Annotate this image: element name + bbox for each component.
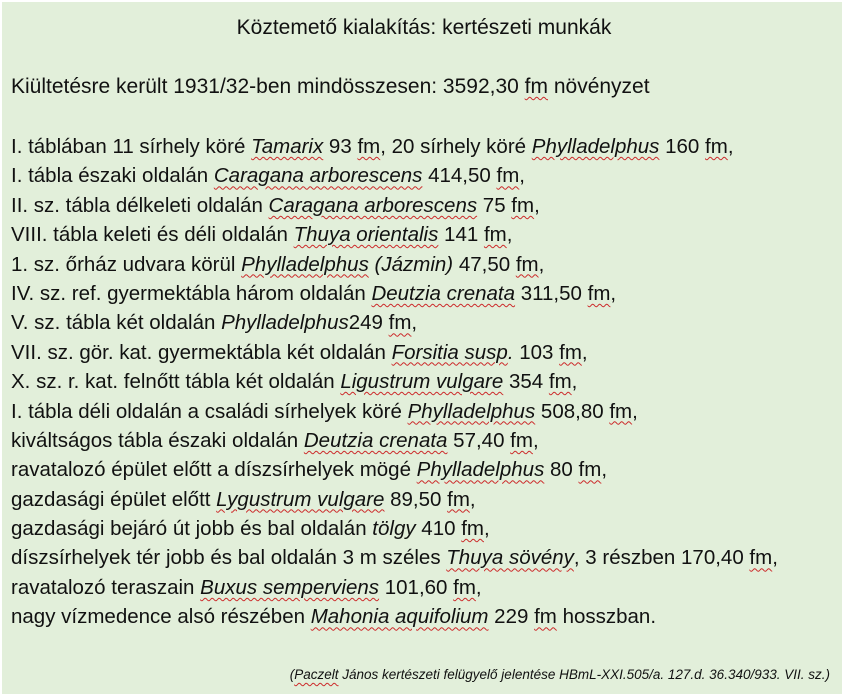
item-text: gazdasági épület előtt (11, 487, 217, 511)
item-text: 249 (348, 311, 389, 335)
item-text: ravatalozó épület előtt a díszsírhelyek mögé (11, 458, 417, 482)
plant-name: Deutzia crenata (303, 428, 448, 452)
item-text: gazdasági bejáró út jobb és bal oldalán (11, 517, 373, 541)
list-item (11, 279, 778, 308)
item-text: ravatalozó teraszain (11, 575, 201, 599)
plant-name: Caragana arborescens (268, 193, 478, 217)
plant-name: Deutzia crenata (371, 281, 516, 305)
item-text: 229 (488, 605, 535, 629)
summary-suffix: növényzet (548, 75, 650, 98)
unit-text: fm (511, 193, 535, 217)
list-item (11, 426, 778, 455)
unit-text: fm (749, 546, 773, 570)
plant-name: Tamarix (251, 135, 324, 158)
item-text: 508,80 (535, 399, 610, 423)
unit-text: fm (609, 399, 633, 423)
item-text: 414,50 (422, 164, 497, 188)
plant-name: Caragana arborescens (213, 164, 423, 188)
plant-name: Phylladelphus (407, 399, 536, 423)
item-text: X. sz. r. kat. felnőtt tábla két oldalán (11, 370, 341, 394)
plant-name: tölgy (372, 517, 416, 541)
item-text: , (475, 575, 482, 599)
plant-name: Phylladelphus (531, 135, 660, 158)
slide-title: Köztemető kialakítás: kertészeti munkák (236, 16, 612, 39)
list-item (11, 455, 778, 484)
item-text: , (506, 223, 513, 247)
summary-unit: fm (524, 75, 548, 98)
item-text: 101,60 (379, 575, 454, 599)
plant-name: Lygustrum vulgare (216, 487, 385, 511)
unit-text: fm (587, 281, 611, 305)
item-text: 410 (415, 517, 462, 541)
plant-name: Ligustrum vulgare (340, 370, 504, 394)
item-text: VIII. tábla keleti és déli oldalán (11, 223, 294, 247)
plant-name: Thuya orientalis (293, 223, 439, 247)
unit-text: fm (548, 370, 572, 394)
item-text: 311,50 (515, 281, 588, 305)
item-text: 80 (544, 458, 579, 482)
item-text: , 3 részben 170,40 (573, 546, 750, 570)
unit-text: fm (496, 164, 520, 188)
unit-text: fm (357, 135, 381, 158)
plant-name: . (507, 340, 514, 364)
list-item (11, 338, 778, 367)
item-text: , (727, 135, 734, 158)
item-text: 89,50 (384, 487, 448, 511)
item-text: 1. sz. őrház udvara körül (11, 252, 242, 276)
item-text: 160 (659, 135, 706, 158)
item-text: I. tábla északi oldalán (11, 164, 214, 188)
source-rest: János kertészeti felügyelő jelentése HBmL-XXI.505/a. 127.d. 36.340/933. VII. sz.) (338, 667, 830, 682)
item-text: , (519, 164, 525, 188)
unit-text: fm (483, 223, 507, 247)
list-item (11, 397, 778, 426)
list-item (11, 308, 778, 337)
item-text: , (532, 428, 539, 452)
list-item (11, 514, 778, 543)
item-text: V. sz. tábla két oldalán (11, 311, 222, 335)
unit-text: fm (559, 340, 582, 364)
plant-name: Phylladelphus (221, 311, 349, 335)
item-text: 354 (503, 370, 549, 394)
item-text: 93 (323, 135, 358, 158)
unit-text: fm (510, 428, 533, 452)
item-text: I. táblában 11 sírhely köré (11, 135, 252, 158)
list-item (11, 485, 778, 514)
unit-text: fm (447, 487, 470, 511)
list-item (11, 220, 778, 249)
item-text: , 20 sírhely köré (380, 135, 532, 158)
unit-text: fm (453, 575, 476, 599)
list-item (11, 161, 778, 190)
item-text: díszsírhelyek tér jobb és bal oldalán 3 m széles (11, 546, 447, 570)
unit-text: fm (534, 605, 557, 629)
unit-text: fm (705, 135, 728, 158)
unit-text: fm (461, 517, 484, 541)
item-text: kiváltságos tábla északi oldalán (11, 428, 304, 452)
list-item (11, 191, 778, 220)
item-text: 47,50 (453, 252, 516, 276)
item-text: , (469, 487, 476, 511)
item-text: , (534, 193, 540, 217)
list-item (11, 132, 778, 161)
list-item (11, 543, 778, 572)
summary-text: Kiültetésre került 1931/32-ben mindösszesen: 3592,30 (11, 75, 525, 98)
item-text: , (772, 546, 778, 570)
item-text: , (610, 281, 617, 305)
plant-name: Phylladelphus (416, 458, 545, 482)
item-text: hosszban. (556, 605, 657, 629)
plant-name: (Jázmin) (368, 252, 454, 276)
item-text: VII. sz. gör. kat. gyermektábla két oldalán (11, 340, 392, 364)
source-open: ( (289, 667, 295, 682)
list-item (11, 367, 778, 396)
source-author: Paczelt (294, 667, 339, 682)
item-text: IV. sz. ref. gyermektábla három oldalán (11, 281, 372, 305)
source-citation (290, 666, 830, 684)
plant-name: Forsitia susp (391, 340, 508, 364)
list-item (11, 573, 778, 602)
item-text: 75 (477, 193, 512, 217)
item-text: 141 (438, 223, 484, 247)
plant-name: Thuya sövény (446, 546, 574, 570)
item-text: I. tábla déli oldalán a családi sírhelyek köré (11, 399, 408, 423)
unit-text: fm (515, 252, 539, 276)
item-text: , (571, 370, 578, 394)
item-text: 103 (513, 340, 560, 364)
item-text: nagy vízmedence alsó részében (11, 605, 311, 629)
unit-text: fm (388, 311, 412, 335)
summary-line (11, 74, 650, 100)
list-item (11, 602, 778, 631)
planting-list (11, 132, 778, 632)
unit-text: fm (578, 458, 602, 482)
plant-name: Buxus semperviens (200, 575, 380, 599)
plant-name: Mahonia aquifolium (310, 605, 489, 629)
slide (2, 2, 842, 694)
item-text: , (538, 252, 545, 276)
item-text: , (484, 517, 490, 541)
item-text: II. sz. tábla délkeleti oldalán (11, 193, 269, 217)
item-text: , (632, 399, 638, 423)
item-text: , (581, 340, 588, 364)
list-item (11, 250, 778, 279)
item-text: , (601, 458, 608, 482)
item-text: , (411, 311, 418, 335)
plant-name: Phylladelphus (241, 252, 369, 276)
item-text: 57,40 (447, 428, 511, 452)
